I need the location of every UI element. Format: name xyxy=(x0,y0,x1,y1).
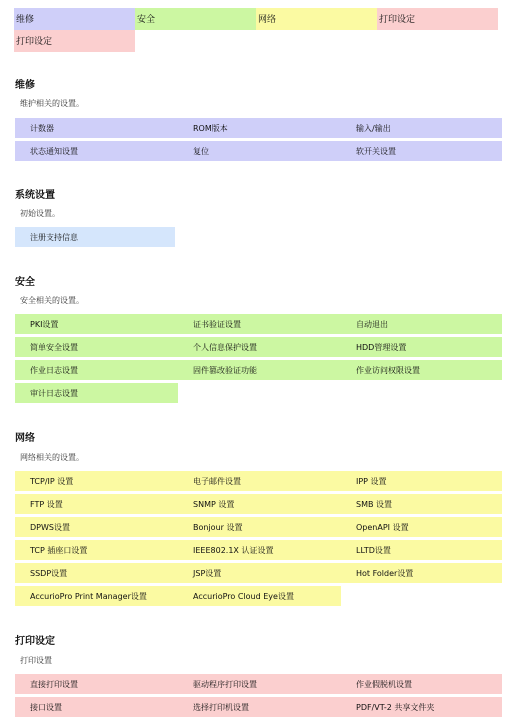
security-item-pki[interactable]: PKI设置 xyxy=(15,314,178,334)
print-item-interface[interactable]: 接口设置 xyxy=(15,697,178,717)
network-item-email[interactable]: 电子邮件设置 xyxy=(178,471,341,491)
network-item-cloud-eye[interactable]: AccurioPro Cloud Eye设置 xyxy=(178,586,341,606)
maintenance-item-rom-version[interactable]: ROM版本 xyxy=(178,118,341,138)
maintenance-item-status-notify[interactable]: 状态通知设置 xyxy=(15,141,178,161)
print-item-select-printer[interactable]: 选择打印机设置 xyxy=(178,697,341,717)
network-item-tcpip[interactable]: TCP/IP 设置 xyxy=(15,471,178,491)
network-item-ieee8021x[interactable]: IEEE802.1X 认证设置 xyxy=(178,540,341,560)
network-item-jsp[interactable]: JSP设置 xyxy=(178,563,341,583)
maintenance-item-counter[interactable]: 计数器 xyxy=(15,118,178,138)
security-item-firmware-verify[interactable]: 固件篡改验证功能 xyxy=(178,360,341,380)
security-item-cert-verify[interactable]: 证书验证设置 xyxy=(178,314,341,334)
network-item-hot-folder[interactable]: Hot Folder设置 xyxy=(341,563,502,583)
system-description: 初始设置。 xyxy=(20,209,60,218)
system-item-support-info[interactable]: 注册支持信息 xyxy=(15,227,175,247)
tab-maintenance[interactable]: 维修 xyxy=(14,8,135,30)
network-item-print-manager[interactable]: AccurioPro Print Manager设置 xyxy=(15,586,178,606)
print-item-driver-print[interactable]: 驱动程序打印设置 xyxy=(178,674,341,694)
security-item-job-log[interactable]: 作业日志设置 xyxy=(15,360,178,380)
print-heading: 打印设定 xyxy=(15,636,55,647)
system-heading: 系统设置 xyxy=(15,190,55,201)
network-item-smb[interactable]: SMB 设置 xyxy=(341,494,502,514)
security-description: 安全相关的设置。 xyxy=(20,296,84,305)
security-item-privacy[interactable]: 个人信息保护设置 xyxy=(178,337,341,357)
network-item-bonjour[interactable]: Bonjour 设置 xyxy=(178,517,341,537)
tab-print-settings-2[interactable]: 打印设定 xyxy=(14,30,135,52)
network-item-snmp[interactable]: SNMP 设置 xyxy=(178,494,341,514)
network-heading: 网络 xyxy=(15,433,35,444)
print-description: 打印设置 xyxy=(20,656,52,665)
security-item-audit-log[interactable]: 审计日志设置 xyxy=(15,383,178,403)
network-item-ftp[interactable]: FTP 设置 xyxy=(15,494,178,514)
print-item-job-spool[interactable]: 作业假脱机设置 xyxy=(341,674,502,694)
maintenance-item-reset[interactable]: 复位 xyxy=(178,141,341,161)
network-description: 网络相关的设置。 xyxy=(20,453,84,462)
security-item-auto-logout[interactable]: 自动退出 xyxy=(341,314,502,334)
maintenance-heading: 维修 xyxy=(15,80,35,91)
print-item-pdfvt2-shared-folder[interactable]: PDF/VT-2 共享文件夹 xyxy=(341,697,502,717)
tab-network[interactable]: 网络 xyxy=(256,8,377,30)
security-item-job-access[interactable]: 作业访问权限设置 xyxy=(341,360,502,380)
network-item-lltd[interactable]: LLTD设置 xyxy=(341,540,502,560)
tab-security[interactable]: 安全 xyxy=(135,8,256,30)
network-item-tcp-socket[interactable]: TCP 插座口设置 xyxy=(15,540,178,560)
maintenance-description: 维护相关的设置。 xyxy=(20,99,84,108)
maintenance-item-software-switch[interactable]: 软开关设置 xyxy=(341,141,502,161)
maintenance-item-io[interactable]: 输入/输出 xyxy=(341,118,502,138)
tab-print-settings[interactable]: 打印设定 xyxy=(377,8,498,30)
security-item-simple-security[interactable]: 简单安全设置 xyxy=(15,337,178,357)
network-item-openapi[interactable]: OpenAPI 设置 xyxy=(341,517,502,537)
print-item-direct-print[interactable]: 直接打印设置 xyxy=(15,674,178,694)
security-heading: 安全 xyxy=(15,277,35,288)
network-item-dpws[interactable]: DPWS设置 xyxy=(15,517,178,537)
security-item-hdd[interactable]: HDD管理设置 xyxy=(341,337,502,357)
network-item-ssdp[interactable]: SSDP设置 xyxy=(15,563,178,583)
network-item-ipp[interactable]: IPP 设置 xyxy=(341,471,502,491)
